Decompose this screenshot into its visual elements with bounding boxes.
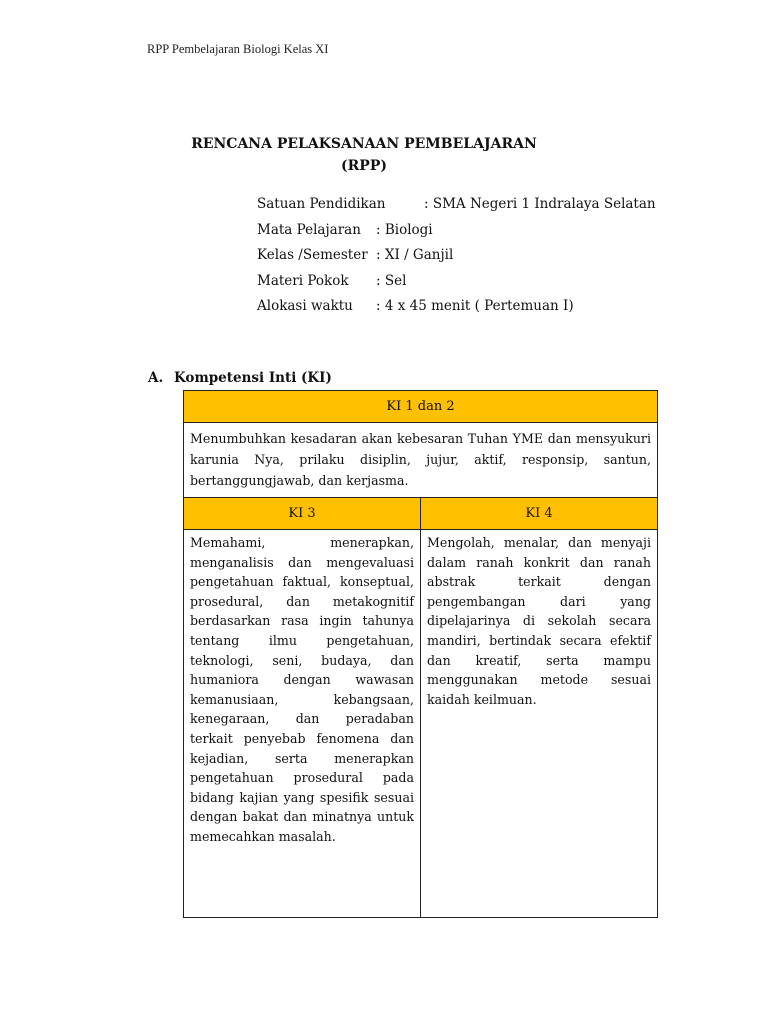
identity-label: Kelas /Semester: [257, 247, 368, 263]
ki-table: [183, 390, 658, 918]
identity-label: Materi Pokok: [257, 272, 349, 289]
identity-value: : Sel: [376, 272, 407, 289]
identity-label: Satuan Pendidikan: [257, 196, 386, 212]
document-title: RENCANA PELAKSANAAN PEMBELAJARAN: [191, 136, 537, 152]
identity-value: : XI / Ganjil: [376, 247, 454, 263]
ki4-text-cell: [421, 530, 658, 918]
ki12-header-cell: [184, 391, 658, 423]
ki3-text: Memahami, menerapkan, menganalisis dan mengevaluasi pengetahuan faktual, konseptual, prosedural, dan metakognitif berdasarkan rasa ingin tahunya tentang ilmu pengetahuan, teknologi, seni, budaya, dan humaniora dengan wawasan kemanusiaan, kebangsaan, kenegaraan, dan peradaban terkait penyebab fenomena dan kejadian, serta menerapkan pengetahuan prosedural pada bidang kajian yang spesifik sesuai dengan bakat dan minatnya untuk memecahkan masalah.: [190, 535, 414, 844]
section-title: Kompetensi Inti (KI): [174, 370, 332, 386]
section-heading-ki: [148, 370, 332, 386]
ki4-header-cell: [421, 498, 658, 530]
ki12-text: Menumbuhkan kesadaran akan kebesaran Tuhan YME dan mensyukuri karunia Nya, prilaku disiplin, jujur, aktif, responsip, santun, bertanggungjawab, dan kerjasma.: [190, 431, 651, 488]
running-header: RPP Pembelajaran Biologi Kelas XI: [147, 42, 329, 56]
ki4-header: KI 4: [525, 506, 553, 521]
identity-value: : SMA Negeri 1 Indralaya Selatan: [424, 196, 656, 212]
section-letter: A.: [148, 370, 164, 386]
identity-label: Mata Pelajaran: [257, 221, 361, 238]
document-subtitle: (RPP): [341, 158, 387, 174]
identity-value: : 4 x 45 menit ( Pertemuan I): [376, 298, 574, 314]
identity-label: Alokasi waktu: [257, 298, 353, 314]
ki12-text-cell: [184, 423, 658, 498]
identity-value: : Biologi: [376, 221, 433, 238]
ki3-header: KI 3: [288, 506, 316, 521]
ki4-text: Mengolah, menalar, dan menyaji dalam ranah konkrit dan ranah abstrak terkait dengan pengembangan dari yang dipelajarinya di sekolah secara mandiri, bertindak secara efektif dan kreatif, serta mampu menggunakan metode sesuai kaidah keilmuan.: [427, 535, 651, 707]
ki12-header: KI 1 dan 2: [386, 399, 455, 414]
ki3-text-cell: [184, 530, 421, 918]
ki3-header-cell: [184, 498, 421, 530]
